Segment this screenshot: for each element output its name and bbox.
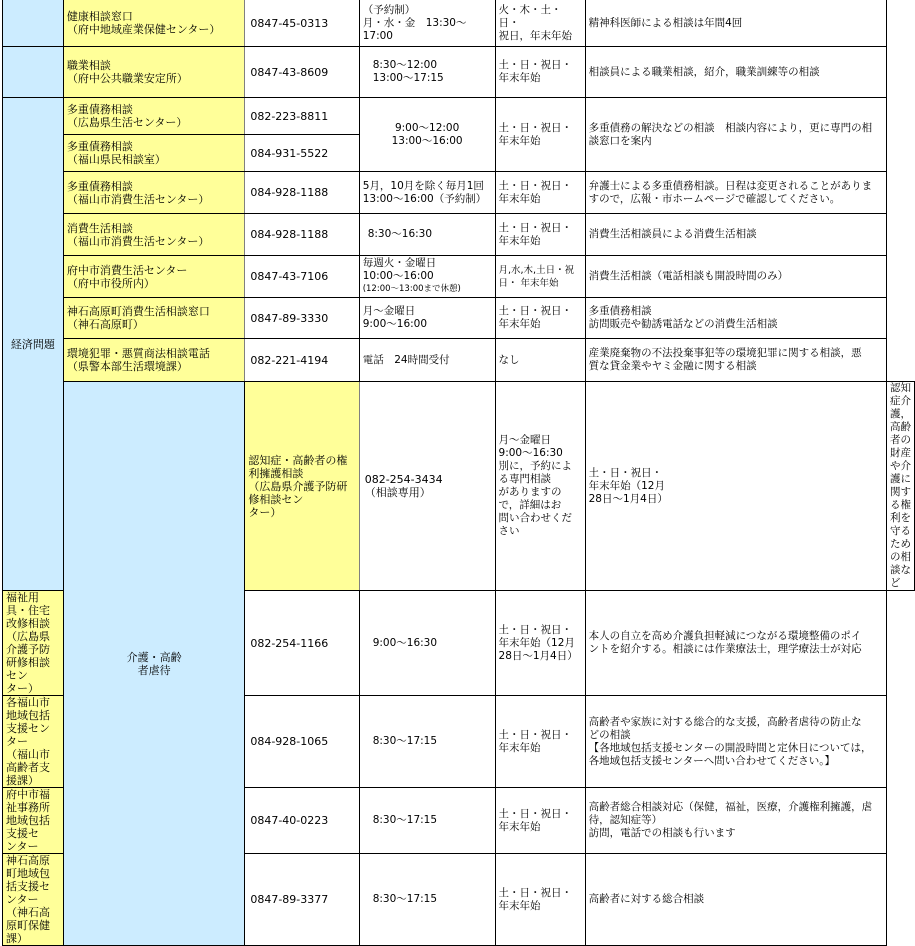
- org-name: 多重債務相談 （広島県生活センター）: [63, 98, 245, 135]
- description: 弁護士による多重債務相談。日程は変更されることがありま すので，広報・市ホームページで確認してください。: [585, 172, 886, 214]
- table-row: [3, 298, 915, 339]
- description: 認知症介護，高齢者の財産や介護に関する権利を守るため の相談など: [887, 382, 915, 591]
- org-name: 多重債務相談 （福山市消費生活センター）: [63, 172, 245, 214]
- table-row: [3, 382, 915, 591]
- hours: 8:30～17:15: [359, 854, 495, 946]
- closed-days: 月,水,木,土日・祝 日・ 年末年始: [495, 256, 585, 298]
- description: 高齢者や家族に対する総合的な支援，高齢者虐待の防止な どの相談 【各地域包括支援センターの開設時間と定休日については， 各地域包括支援センターへ問い合わせてください。】: [585, 696, 886, 788]
- org-name: 府中市福祉事務所地域包括支援セ ンター: [3, 788, 64, 854]
- hours: 9:00～16:30: [359, 591, 495, 696]
- hours: 9:00～12:00 13:00～16:00: [359, 98, 495, 172]
- description: 消費生活相談（電話相談も開設時間のみ）: [585, 256, 886, 298]
- description: 高齢者に対する総合相談: [585, 854, 886, 946]
- phone-number: 084-928-1188: [245, 172, 359, 214]
- table-row: [3, 339, 915, 382]
- org-name: 神石高原町地域包括支援センター （神石高原町保健課）: [3, 854, 64, 946]
- hours: 8:30～12:00 13:00～17:15: [359, 47, 495, 98]
- org-name: 職業相談 （府中公共職業安定所）: [63, 47, 245, 98]
- closed-days: 土・日・祝日・ 年末年始: [495, 98, 585, 172]
- table-row: [3, 256, 915, 298]
- consultation-table: [2, 0, 915, 946]
- closed-days: なし: [495, 339, 585, 382]
- category-economic: 経済問題: [3, 98, 64, 591]
- org-name: 消費生活相談 （福山市消費生活センター）: [63, 214, 245, 256]
- closed-days: 火・木・土・日・ 祝日，年末年始: [495, 0, 585, 47]
- closed-days: 土・日・祝日・ 年末年始: [495, 788, 585, 854]
- closed-days: 土・日・祝日・ 年末年始: [495, 298, 585, 339]
- org-name: 認知症・高齢者の権利擁護相談 （広島県介護予防研修相談セン ター）: [245, 382, 359, 591]
- phone-number: 082-221-4194: [245, 339, 359, 382]
- closed-days: 土・日・祝日・ 年末年始: [495, 854, 585, 946]
- phone-number: 084-928-1188: [245, 214, 359, 256]
- category-cell-blank: [3, 47, 64, 98]
- table-row: [3, 172, 915, 214]
- table-row: [3, 47, 915, 98]
- description: 産業廃棄物の不法投棄事犯等の環境犯罪に関する相談，悪 質な貸金業やヤミ金融に関する相談: [585, 339, 886, 382]
- hours-main: 毎週火・金曜日 10:00～16:00: [362, 257, 437, 282]
- org-name: 環境犯罪・悪質商法相談電話 （県警本部生活環境課）: [63, 339, 245, 382]
- phone-number: 0847-89-3377: [245, 854, 359, 946]
- org-name: 多重債務相談 （福山県民相談室）: [63, 135, 245, 172]
- closed-days: 土・日・祝日・ 年末年始（12月 28日～1月4日）: [585, 382, 886, 591]
- description: 消費生活相談員による消費生活相談: [585, 214, 886, 256]
- org-name: 各福山市地域包括支援センター （福山市高齢者支援課）: [3, 696, 64, 788]
- closed-days: 土・日・祝日・ 年末年始（12月 28日～1月4日）: [495, 591, 585, 696]
- description: 相談員による職業相談，紹介，職業訓練等の相談: [585, 47, 886, 98]
- hours: 8:30～17:15: [359, 696, 495, 788]
- description: 多重債務相談 訪問販売や勧誘電話などの消費生活相談: [585, 298, 886, 339]
- hours: 月～金曜日 9:00～16:30 別に，予約による専門相談 がありますので，詳細はお 問い合わせください: [495, 382, 585, 591]
- org-name: 府中市消費生活センター （府中市役所内）: [63, 256, 245, 298]
- phone-number: 082-223-8811: [245, 98, 359, 135]
- description: 高齢者総合相談対応（保健，福祉，医療，介護権利擁護，虐 待，認知症等） 訪問，電話での相談も行います: [585, 788, 886, 854]
- hours: 8:30～17:15: [359, 788, 495, 854]
- category-elderly: 介護・高齢 者虐待: [63, 382, 245, 946]
- closed-days: 土・日・祝日・ 年末年始: [495, 47, 585, 98]
- closed-days: 土・日・祝日・ 年末年始: [495, 214, 585, 256]
- category-cell-blank: [3, 0, 64, 47]
- hours: 月～金曜日 9:00～16:00: [359, 298, 495, 339]
- org-name: 健康相談窓口 （府中地域産業保健センター）: [63, 0, 245, 47]
- closed-days: 土・日・祝日・ 年末年始: [495, 696, 585, 788]
- org-name: 福祉用具・住宅改修相談 （広島県介護予防研修相談セン ター）: [3, 591, 64, 696]
- table-row: [3, 0, 915, 47]
- hours: [359, 256, 495, 298]
- hours: 8:30～16:30: [359, 214, 495, 256]
- table-row: [3, 214, 915, 256]
- description: 多重債務の解決などの相談 相談内容により，更に専門の相 談窓口を案内: [585, 98, 886, 172]
- phone-number: 0847-43-7106: [245, 256, 359, 298]
- description: 精神科医師による相談は年間4回: [585, 0, 886, 47]
- table-row: [3, 98, 915, 135]
- phone-number: 0847-89-3330: [245, 298, 359, 339]
- phone-number: 0847-45-0313: [245, 0, 359, 47]
- description: 本人の自立を高め介護負担軽減につながる環境整備のポイ ントを紹介する。相談には作業療法士，理学療法士が対応: [585, 591, 886, 696]
- phone-number: 082-254-1166: [245, 591, 359, 696]
- org-name: 神石高原町消費生活相談窓口 （神石高原町）: [63, 298, 245, 339]
- hours-note: (12:00～13:00まで休憩): [362, 284, 461, 294]
- hours: （予約制） 月・水・金 13:30～17:00: [359, 0, 495, 47]
- phone-number: 0847-43-8609: [245, 47, 359, 98]
- phone-number: 084-931-5522: [245, 135, 359, 172]
- closed-days: 土・日・祝日・ 年末年始: [495, 172, 585, 214]
- hours: 電話 24時間受付: [359, 339, 495, 382]
- phone-number: 0847-40-0223: [245, 788, 359, 854]
- phone-number: 082-254-3434 （相談専用）: [359, 382, 495, 591]
- phone-number: 084-928-1065: [245, 696, 359, 788]
- hours: 5月，10月を除く毎月1回 13:00～16:00（予約制）: [359, 172, 495, 214]
